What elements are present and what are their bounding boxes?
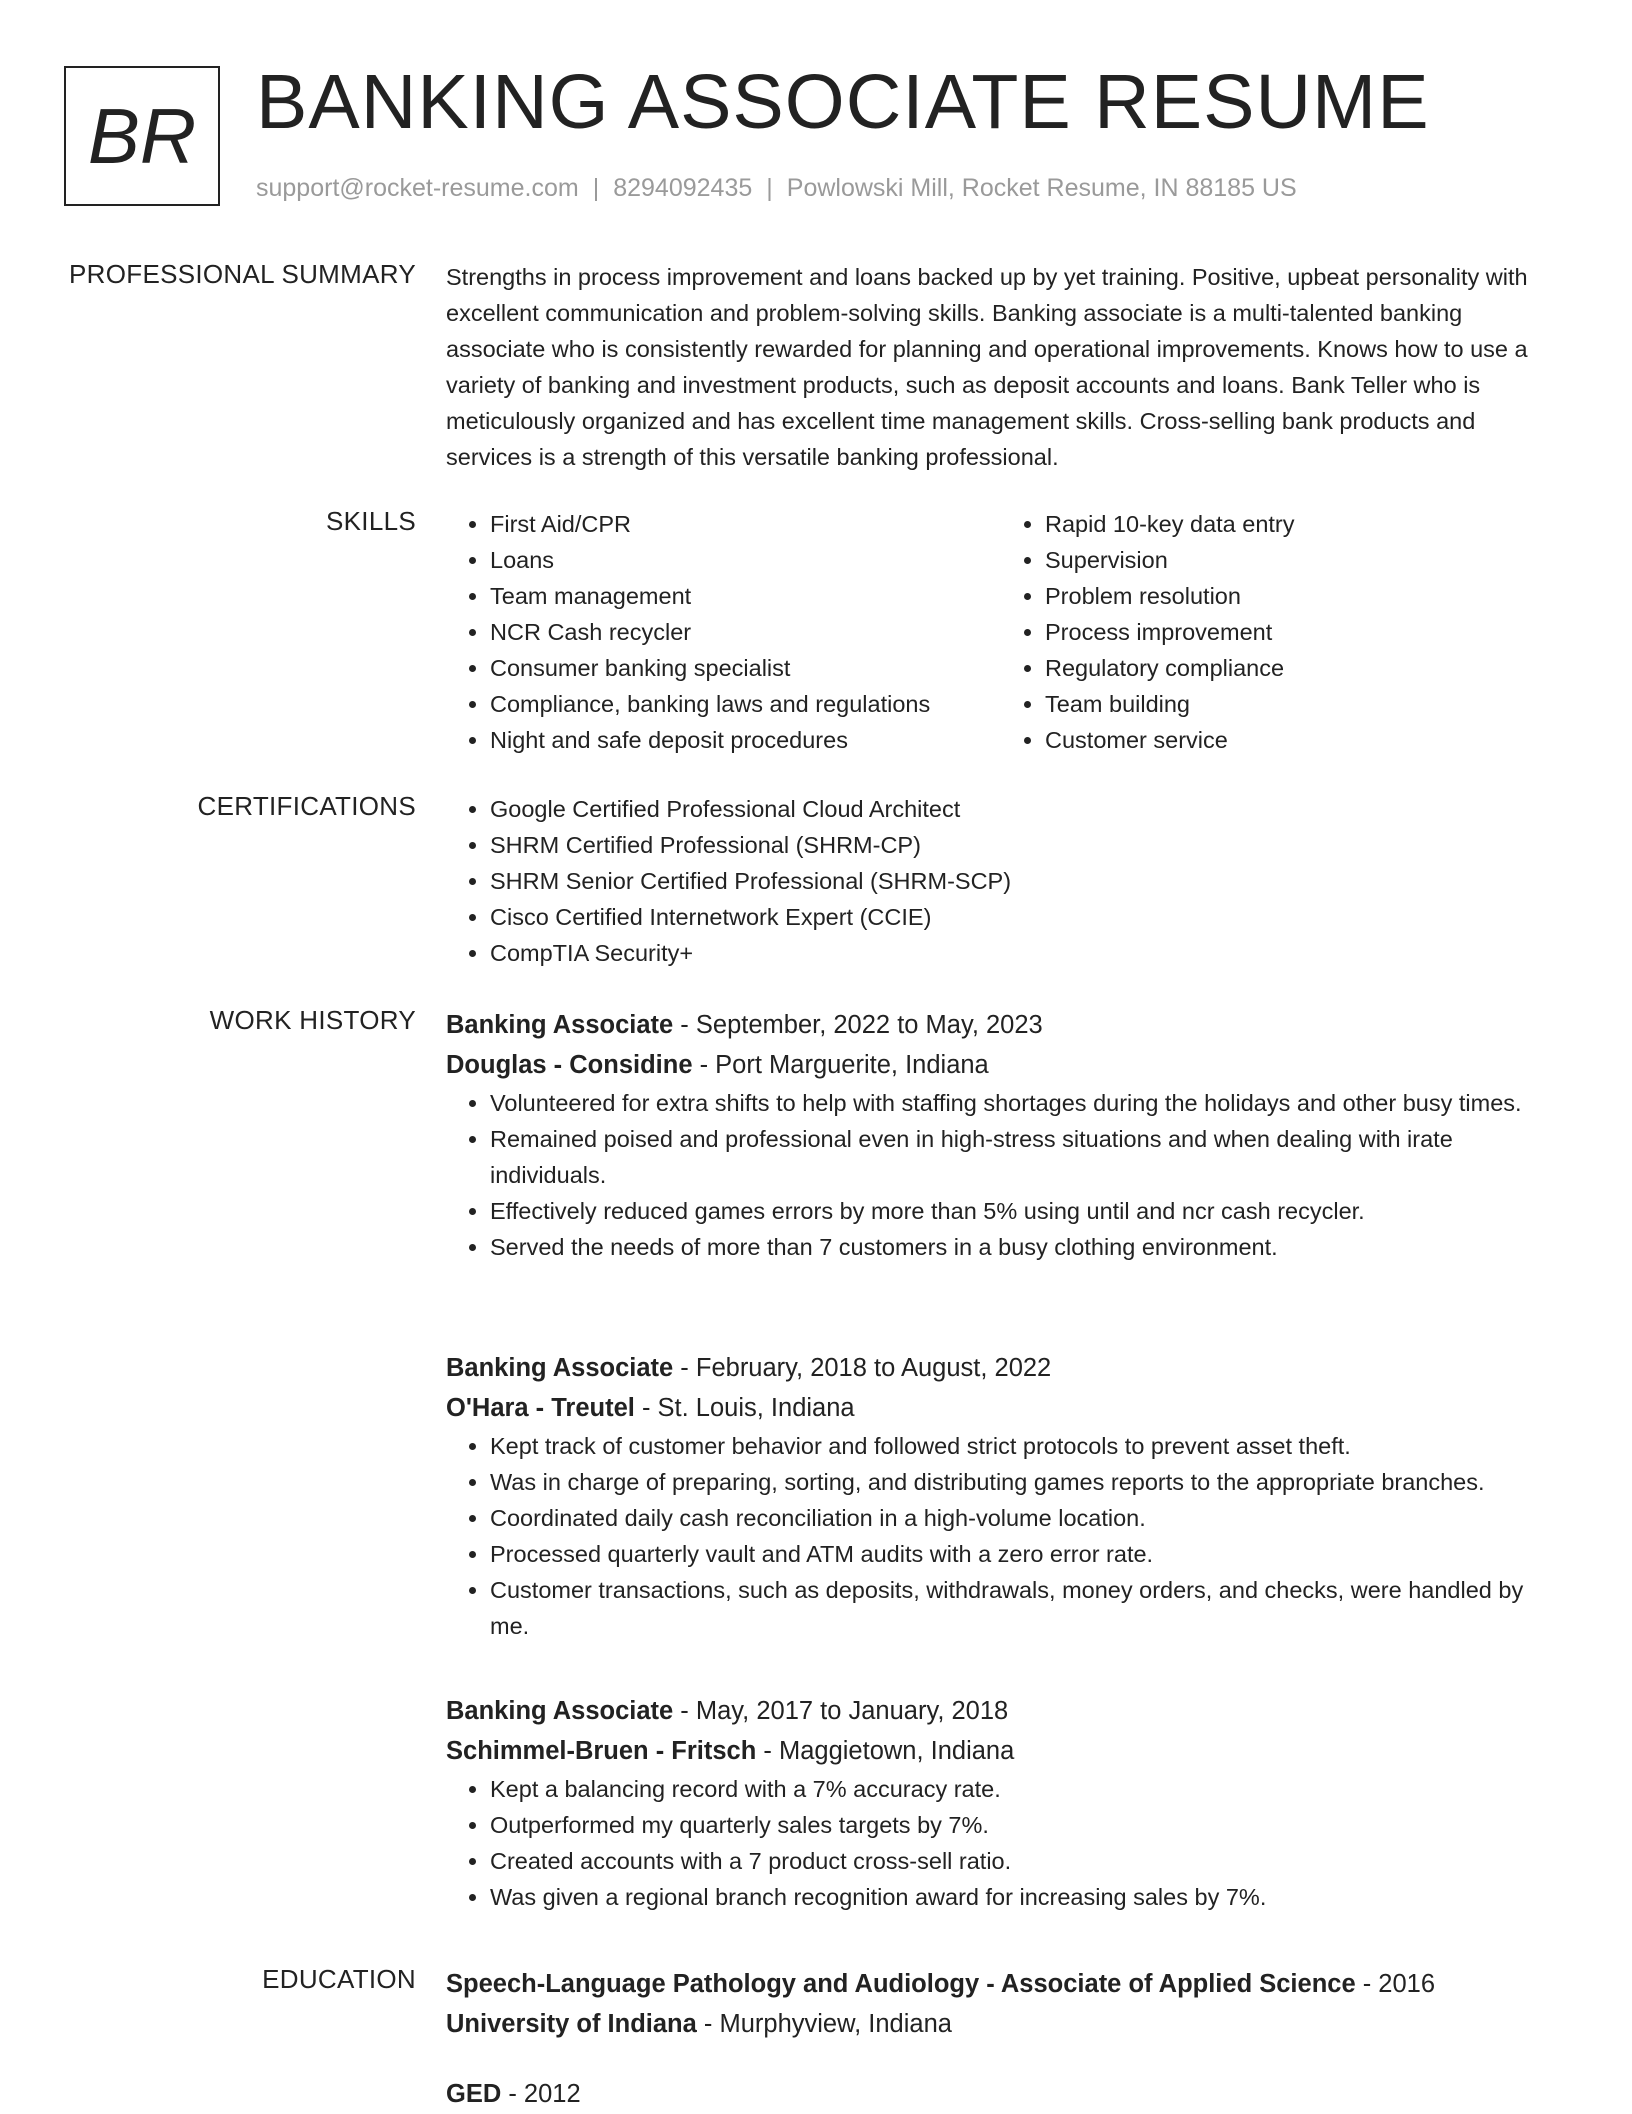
- job-company: Douglas - Considine: [446, 1051, 693, 1079]
- skill-item: • Night and safe deposit procedures: [490, 722, 1001, 758]
- job-bullet: • Was in charge of preparing, sorting, and distributing games reports to the appropriate branches.: [490, 1464, 1556, 1500]
- education-school: University of Indiana: [446, 2010, 697, 2038]
- contact-separator: |: [766, 174, 773, 202]
- section-label-work-history: WORK HISTORY: [209, 1005, 416, 1035]
- job-dates: - May, 2017 to January, 2018: [673, 1697, 1009, 1725]
- monogram-initials: BR: [87, 91, 197, 180]
- skill-item: • Customer service: [1045, 722, 1556, 758]
- certification-item: • Cisco Certified Internetwork Expert (CCIE): [490, 899, 1556, 935]
- education-degree-line: [446, 2074, 1556, 2114]
- contact-separator: |: [592, 174, 600, 202]
- certification-item: • SHRM Senior Certified Professional (SHRM-SCP): [490, 863, 1556, 899]
- education-year: - 2016: [1355, 1970, 1436, 1998]
- contact-line: [256, 174, 1297, 203]
- skill-item: • First Aid/CPR: [490, 506, 1001, 542]
- job-bullet: • Effectively reduced games errors by more than 5% using until and ncr cash recycler.: [490, 1193, 1556, 1229]
- education-degree: GED: [446, 2080, 502, 2108]
- certification-item: • CompTIA Security+: [490, 935, 1556, 971]
- job-bullet: • Customer transactions, such as deposits, withdrawals, money orders, and checks, were handled by me.: [490, 1572, 1556, 1644]
- job-dates: - September, 2022 to May, 2023: [673, 1011, 1043, 1039]
- job-bullet: • Remained poised and professional even in high-stress situations and when dealing with irate individuals.: [490, 1121, 1556, 1193]
- certification-item: • SHRM Certified Professional (SHRM-CP): [490, 827, 1556, 863]
- job-bullets: [446, 1428, 1556, 1644]
- skill-item: • Process improvement: [1045, 614, 1556, 650]
- job-bullet: • Processed quarterly vault and ATM audits with a zero error rate.: [490, 1536, 1556, 1572]
- skill-item: • Consumer banking specialist: [490, 650, 1001, 686]
- certifications-list: [446, 791, 1556, 971]
- skills-list-left: [446, 506, 1001, 758]
- contact-email[interactable]: support@rocket-resume.com: [256, 174, 579, 202]
- job-bullet: • Coordinated daily cash reconciliation in a high-volume location.: [490, 1500, 1556, 1536]
- contact-address: Powlowski Mill, Rocket Resume, IN 88185 US: [786, 174, 1297, 202]
- skill-item: • NCR Cash recycler: [490, 614, 1001, 650]
- education-location: - Murphyview, Indiana: [696, 2010, 952, 2038]
- certification-item: • Google Certified Professional Cloud Architect: [490, 791, 1556, 827]
- job-dates: - February, 2018 to August, 2022: [673, 1354, 1052, 1382]
- job-bullet: • Served the needs of more than 7 customers in a busy clothing environment.: [490, 1229, 1556, 1265]
- job-title: Banking Associate: [446, 1697, 674, 1725]
- skill-item: • Team building: [1045, 686, 1556, 722]
- job-title-line: [446, 1005, 1556, 1045]
- resume-title: BANKING ASSOCIATE RESUME: [256, 59, 1430, 145]
- job-bullets: [446, 1085, 1556, 1265]
- job-location: - St. Louis, Indiana: [634, 1394, 855, 1422]
- job-title-line: [446, 1691, 1556, 1731]
- skill-item: • Rapid 10-key data entry: [1045, 506, 1556, 542]
- skill-item: • Supervision: [1045, 542, 1556, 578]
- monogram-box: [64, 66, 220, 206]
- skill-item: • Loans: [490, 542, 1001, 578]
- summary-text: Strengths in process improvement and loans backed up by yet training. Positive, upbeat personality with excellent communication and problem-solving skills. Banking associate is a multi-talented banking associate who is consistently rewarded for planning and operational improvements. Knows how to use a variety of banking and investment products, such as deposit accounts and loans. Bank Teller who is meticulously organized and has excellent time management skills. Cross-selling bank products and services is a strength of this versatile banking professional.: [446, 264, 1528, 470]
- skill-item: • Regulatory compliance: [1045, 650, 1556, 686]
- section-label-skills: SKILLS: [326, 506, 416, 536]
- job-title: Banking Associate: [446, 1011, 674, 1039]
- job-bullet: • Kept a balancing record with a 7% accuracy rate.: [490, 1771, 1556, 1807]
- job-title: Banking Associate: [446, 1354, 674, 1382]
- job-company: O'Hara - Treutel: [446, 1394, 635, 1422]
- job-bullet: • Created accounts with a 7 product cross-sell ratio.: [490, 1843, 1556, 1879]
- section-label-summary: PROFESSIONAL SUMMARY: [69, 259, 416, 289]
- education-school-line: [446, 2004, 1556, 2044]
- job-bullet: • Kept track of customer behavior and followed strict protocols to prevent asset theft.: [490, 1428, 1556, 1464]
- job-location: - Port Marguerite, Indiana: [692, 1051, 989, 1079]
- job-company: Schimmel-Bruen - Fritsch: [446, 1737, 757, 1765]
- job-company-line: [446, 1388, 1556, 1428]
- education-degree: Speech-Language Pathology and Audiology - Associate of Applied Science: [446, 1970, 1356, 1998]
- job-company-line: [446, 1731, 1556, 1771]
- section-label-certifications: CERTIFICATIONS: [197, 791, 416, 821]
- job-bullet: • Was given a regional branch recognition award for increasing sales by 7%.: [490, 1879, 1556, 1915]
- skill-item: • Problem resolution: [1045, 578, 1556, 614]
- job-location: - Maggietown, Indiana: [756, 1737, 1015, 1765]
- section-label-education: EDUCATION: [262, 1964, 416, 1994]
- job-bullet: • Volunteered for extra shifts to help with staffing shortages during the holidays and other busy times.: [490, 1085, 1556, 1121]
- skills-list-right: [1001, 506, 1556, 758]
- job-title-line: [446, 1348, 1556, 1388]
- job-company-line: [446, 1045, 1556, 1085]
- job-bullet: • Outperformed my quarterly sales targets by 7%.: [490, 1807, 1556, 1843]
- skill-item: • Compliance, banking laws and regulations: [490, 686, 1001, 722]
- contact-phone[interactable]: 8294092435: [613, 174, 753, 202]
- job-bullets: [446, 1771, 1556, 1915]
- education-year: - 2012: [501, 2080, 581, 2108]
- skill-item: • Team management: [490, 578, 1001, 614]
- education-degree-line: [446, 1964, 1556, 2004]
